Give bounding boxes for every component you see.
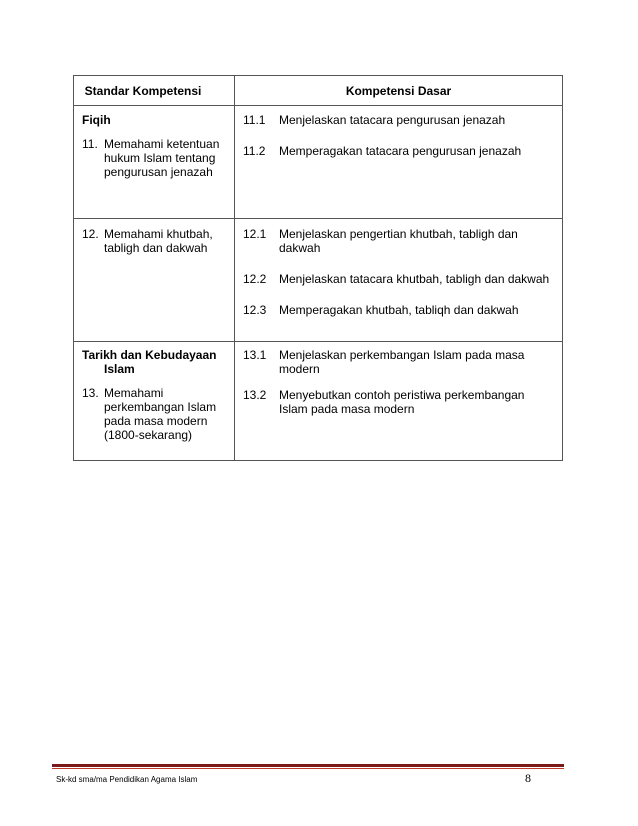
kd-item <box>243 348 554 376</box>
kd-text: Memperagakan khutbah, tabliqh dan dakwah <box>279 303 519 317</box>
kd-text: Menjelaskan perkembangan Islam pada masa modern <box>279 348 525 376</box>
kd-number: 11.1 <box>243 113 266 127</box>
kd-cell <box>235 342 562 460</box>
kd-text: Menyebutkan contoh peristiwa perkembangan Islam pada masa modern <box>279 388 525 416</box>
kd-item <box>243 227 554 255</box>
kd-text: Memperagakan tatacara pengurusan jenazah <box>279 144 522 158</box>
kd-item <box>243 272 554 286</box>
page-number: 8 <box>525 771 531 785</box>
kd-item <box>243 144 554 158</box>
kd-cell <box>235 219 562 341</box>
competency-table <box>73 75 563 461</box>
section-title: Tarikh dan Kebudayaan Islam <box>82 348 217 376</box>
sk-text: Memahami perkembangan Islam pada masa modern (1800-sekarang) <box>104 386 217 442</box>
table-row <box>74 341 562 460</box>
footer-title: Sk-kd sma/ma Pendidikan Agama Islam <box>56 775 198 784</box>
header-kompetensi-dasar: Kompetensi Dasar <box>345 84 452 98</box>
kd-cell <box>235 106 562 218</box>
kd-item <box>243 303 554 317</box>
kd-number: 11.2 <box>243 144 266 158</box>
sk-text: Memahami khutbah, tabligh dan dakwah <box>104 227 213 255</box>
sk-item <box>82 227 226 255</box>
sk-item <box>82 137 226 179</box>
sk-item <box>82 386 226 442</box>
kd-number: 13.2 <box>243 388 267 402</box>
kd-number: 12.3 <box>243 303 267 317</box>
kd-number: 13.1 <box>243 348 267 362</box>
table-header-row <box>74 76 562 105</box>
kd-text: Menjelaskan tatacara pengurusan jenazah <box>279 113 506 127</box>
section-title: Fiqih <box>82 113 111 127</box>
table-row <box>74 218 562 341</box>
sk-number: 13. <box>82 386 99 400</box>
kd-number: 12.2 <box>243 272 267 286</box>
kd-number: 12.1 <box>243 227 267 241</box>
kd-text: Menjelaskan pengertian khutbah, tabligh dan dakwah <box>279 227 518 255</box>
kd-text: Menjelaskan tatacara khutbah, tabligh dan dakwah <box>279 272 550 286</box>
sk-cell <box>74 219 235 341</box>
sk-number: 12. <box>82 227 99 241</box>
sk-cell <box>74 342 235 460</box>
sk-number: 11. <box>82 137 98 151</box>
sk-text: Memahami ketentuan hukum Islam tentang pengurusan jenazah <box>104 137 220 179</box>
kd-item <box>243 113 554 127</box>
footer-rule <box>52 764 564 767</box>
table-row <box>74 105 562 218</box>
header-standar-kompetensi: Standar Kompetensi <box>74 76 235 105</box>
footer-rule-accent <box>52 768 564 769</box>
sk-cell <box>74 106 235 218</box>
kd-item <box>243 388 554 416</box>
